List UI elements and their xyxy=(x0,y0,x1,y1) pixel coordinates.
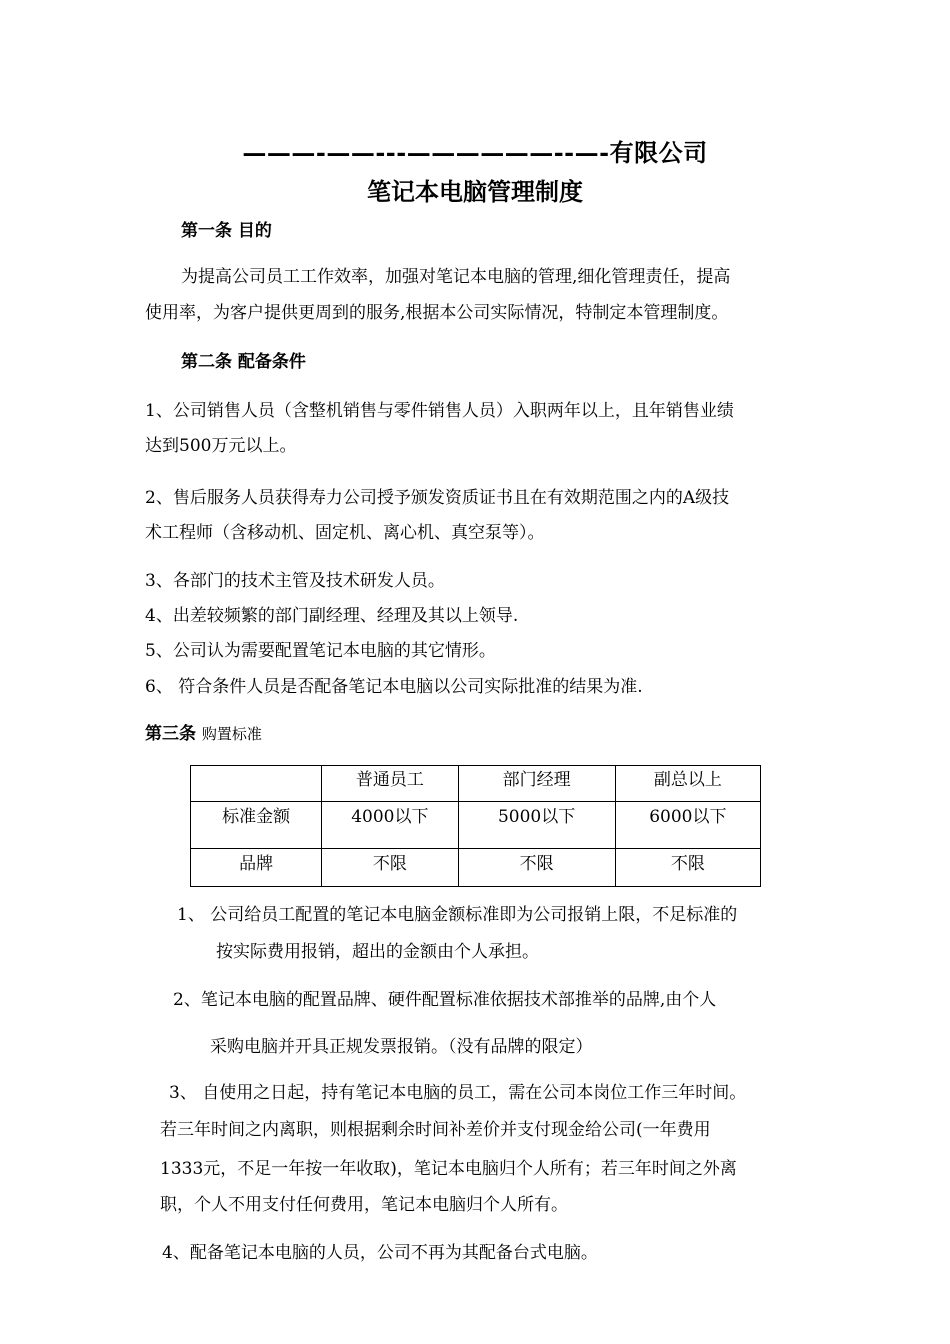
standard-note-3: 3、 自使用之日起，持有笔记本电脑的员工，需在公司本岗位工作三年时间。 xyxy=(169,1083,747,1103)
table-cell: 品牌 xyxy=(191,849,322,887)
condition-item-4: 4、出差较频繁的部门副经理、经理及其以上领导. xyxy=(145,606,519,626)
article-3-heading xyxy=(145,719,262,744)
table-cell: 不限 xyxy=(322,849,458,887)
table-header-cell xyxy=(191,766,322,802)
standard-note-2: 2、笔记本电脑的配置品牌、硬件配置标准依据技术部推举的品牌,由个人 xyxy=(173,990,717,1010)
table-cell: 不限 xyxy=(615,849,760,887)
condition-item-1-cont: 达到500万元以上。 xyxy=(145,436,297,456)
table-cell: 5000以下 xyxy=(458,802,615,849)
article-1-text-line: 为提高公司员工工作效率，加强对笔记本电脑的管理,细化管理责任，提高 xyxy=(181,267,731,287)
table-header-row xyxy=(191,766,761,802)
condition-item-1: 1、公司销售人员（含整机销售与零件销售人员）入职两年以上，且年销售业绩 xyxy=(145,401,734,421)
table-cell: 不限 xyxy=(458,849,615,887)
article-2-heading: 第二条 配备条件 xyxy=(181,352,306,372)
condition-item-3: 3、各部门的技术主管及技术研发人员。 xyxy=(145,571,445,591)
table-header-cell: 副总以上 xyxy=(615,766,760,802)
article-1-heading: 第一条 目的 xyxy=(181,221,272,241)
article-1-text-line: 使用率，为客户提供更周到的服务,根据本公司实际情况，特制定本管理制度。 xyxy=(145,303,729,323)
standard-note-1-cont: 按实际费用报销，超出的金额由个人承担。 xyxy=(216,942,539,962)
standard-note-1: 1、 公司给员工配置的笔记本电脑金额标准即为公司报销上限，不足标准的 xyxy=(177,905,738,925)
document-title: 笔记本电脑管理制度 xyxy=(367,177,583,206)
standard-note-3-cont: 若三年时间之内离职，则根据剩余时间补差价并支付现金给公司(一年费用 xyxy=(160,1120,711,1140)
company-name: ———-——---——————--—-有限公司 xyxy=(242,138,708,167)
condition-item-2: 2、售后服务人员获得寿力公司授予颁发资质证书且在有效期范围之内的A级技 xyxy=(145,488,730,508)
purchase-standard-table xyxy=(190,765,761,887)
table-cell: 4000以下 xyxy=(322,802,458,849)
table-header-cell: 普通员工 xyxy=(322,766,458,802)
condition-item-6: 6、 符合条件人员是否配备笔记本电脑以公司实际批准的结果为准. xyxy=(145,677,643,697)
table-cell: 6000以下 xyxy=(615,802,760,849)
condition-item-5: 5、公司认为需要配置笔记本电脑的其它情形。 xyxy=(145,641,496,661)
table-row xyxy=(191,802,761,849)
table-cell: 标准金额 xyxy=(191,802,322,849)
condition-item-2-cont: 术工程师（含移动机、固定机、离心机、真空泵等）。 xyxy=(145,523,545,543)
table-row xyxy=(191,849,761,887)
standard-note-3-cont: 1333元，不足一年按一年收取)，笔记本电脑归个人所有；若三年时间之外离 xyxy=(160,1159,737,1179)
standard-note-4: 4、配备笔记本电脑的人员，公司不再为其配备台式电脑。 xyxy=(162,1243,598,1263)
article-3-heading-sub: 购置标准 xyxy=(201,725,262,743)
article-3-heading-label: 第三条 xyxy=(145,724,196,744)
standard-note-3-cont: 职，个人不用支付任何费用，笔记本电脑归个人所有。 xyxy=(160,1195,568,1215)
standard-note-2-cont: 采购电脑并开具正规发票报销。（没有品牌的限定） xyxy=(210,1037,593,1057)
table-header-cell: 部门经理 xyxy=(458,766,615,802)
